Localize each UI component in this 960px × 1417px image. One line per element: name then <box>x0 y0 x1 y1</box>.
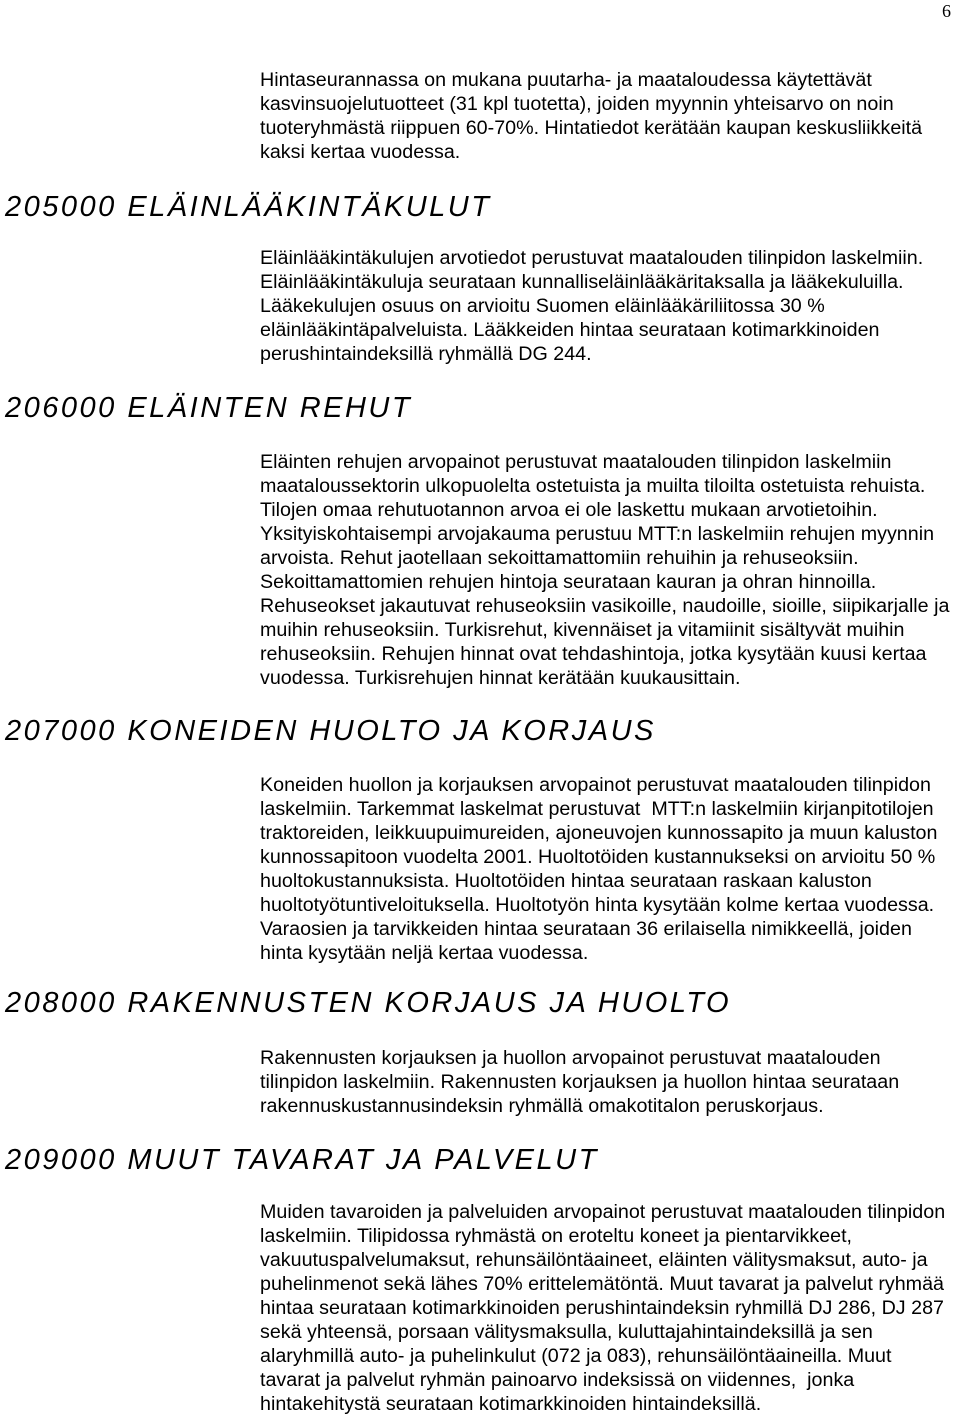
section-body <box>260 246 923 366</box>
paragraph-line: perushintaindeksillä ryhmällä DG 244. <box>260 343 592 365</box>
paragraph-line: hintaa seurataan kotimarkkinoiden perushintaindeksin ryhmillä DJ 286, DJ 287 <box>260 1297 944 1319</box>
section-body <box>260 1046 899 1118</box>
paragraph-line: Lääkekulujen osuus on arvioitu Suomen eläinlääkäriliitossa 30 % <box>260 295 825 317</box>
section-heading: 205000 ELÄINLÄÄKINTÄKULUT <box>5 191 492 223</box>
paragraph-line: tavarat ja palvelut ryhmän painoarvo indeksissä on viidennes, jonka <box>260 1369 855 1391</box>
paragraph-line: sekä yhteensä, porsaan välitysmaksulla, kuluttajahintaindeksillä ja sen <box>260 1321 873 1343</box>
paragraph-line: rehuseoksiin. Rehujen hinnat ovat tehdashintoja, jotka kysytään kuusi kertaa <box>260 643 927 665</box>
paragraph-line: rakennuskustannusindeksin ryhmällä omakotitalon peruskorjaus. <box>260 1095 824 1117</box>
section-body <box>260 450 949 690</box>
paragraph-line: puhelinmenot sekä lähes 70% erittelemätöntä. Muut tavarat ja palvelut ryhmää <box>260 1273 944 1295</box>
paragraph-line: traktoreiden, leikkuupuimureiden, ajoneuvojen kunnossapito ja muun kaluston <box>260 822 938 844</box>
paragraph-line: Tilojen omaa rehutuotannon arvoa ei ole laskettu mukaan arvotietoihin. <box>260 499 878 521</box>
page-number: 6 <box>942 1 951 21</box>
paragraph-line: Eläinlääkintäkuluja seurataan kunnalliseläinlääkäritaksalla ja lääkekuluilla. <box>260 271 904 293</box>
intro-paragraph <box>260 68 922 164</box>
paragraph-line: Hintaseurannassa on mukana puutarha- ja maataloudessa käytettävät <box>260 69 872 91</box>
paragraph-line: Yksityiskohtaisempi arvojakauma perustuu MTT:n laskelmiin rehujen myynnin <box>260 523 935 545</box>
paragraph-line: huoltotyötuntiveloituksella. Huoltotyön hinta kysytään kolme kertaa vuodessa. <box>260 894 935 916</box>
paragraph-line: Eläinlääkintäkulujen arvotiedot perustuvat maatalouden tilinpidon laskelmiin. <box>260 247 924 269</box>
paragraph-line: vakuutuspalvelumaksut, rehunsäilöntäaineet, eläinten välitysmaksut, auto- ja <box>260 1249 928 1271</box>
paragraph-line: kunnossapitoon vuodelta 2001. Huoltotöiden kustannukseksi on arvioitu 50 % <box>260 846 936 868</box>
paragraph-line: Koneiden huollon ja korjauksen arvopainot perustuvat maatalouden tilinpidon <box>260 774 931 796</box>
paragraph-line: Muiden tavaroiden ja palveluiden arvopainot perustuvat maatalouden tilinpidon <box>260 1201 946 1223</box>
paragraph-line: eläinlääkintäpalveluista. Lääkkeiden hintaa seurataan kotimarkkinoiden <box>260 319 880 341</box>
paragraph-line: vuodessa. Turkisrehujen hinnat kerätään kuukausittain. <box>260 667 741 689</box>
paragraph-line: Rakennusten korjauksen ja huollon arvopainot perustuvat maatalouden <box>260 1047 881 1069</box>
section-heading: 206000 ELÄINTEN REHUT <box>5 392 413 424</box>
section-body <box>260 773 937 965</box>
section-body <box>260 1200 945 1416</box>
paragraph-line: hinta kysytään neljä kertaa vuodessa. <box>260 942 589 964</box>
section-heading: 207000 KONEIDEN HUOLTO JA KORJAUS <box>5 715 656 747</box>
paragraph-line: kasvinsuojelutuotteet (31 kpl tuotetta), joiden myynnin yhteisarvo on noin <box>260 93 894 115</box>
paragraph-line: muihin rehuseoksiin. Turkisrehut, kivennäiset ja vitamiinit sisältyvät muihin <box>260 619 905 641</box>
paragraph-line: Rehuseokset jakautuvat rehuseoksiin vasikoille, naudoille, sioille, siipikarjalle ja <box>260 595 950 617</box>
paragraph-line: tuoteryhmästä riippuen 60-70%. Hintatiedot kerätään kaupan keskusliikkeitä <box>260 117 923 139</box>
paragraph-line: hintakehitystä seurataan kotimarkkinoiden hintaindeksillä. <box>260 1393 762 1415</box>
paragraph-line: Varaosien ja tarvikkeiden hintaa seurataan 36 erilaisella nimikkeellä, joiden <box>260 918 912 940</box>
paragraph-line: huoltokustannuksista. Huoltotöiden hintaa seurataan raskaan kaluston <box>260 870 872 892</box>
paragraph-line: Eläinten rehujen arvopainot perustuvat maatalouden tilinpidon laskelmiin <box>260 451 892 473</box>
paragraph-line: arvoista. Rehut jaotellaan sekoittamattomiin rehuihin ja rehuseoksiin. <box>260 547 859 569</box>
section-heading: 209000 MUUT TAVARAT JA PALVELUT <box>5 1144 599 1176</box>
paragraph-line: Sekoittamattomien rehujen hintoja seurataan kauran ja ohran hinnoilla. <box>260 571 877 593</box>
paragraph-line: tilinpidon laskelmiin. Rakennusten korjauksen ja huollon hintaa seurataan <box>260 1071 900 1093</box>
section-heading: 208000 RAKENNUSTEN KORJAUS JA HUOLTO <box>5 987 732 1019</box>
paragraph-line: kaksi kertaa vuodessa. <box>260 141 461 163</box>
paragraph-line: maataloussektorin ulkopuolelta ostetuista ja muilta tiloilta ostetuista rehuista. <box>260 475 926 497</box>
paragraph-line: laskelmiin. Tarkemmat laskelmat perustuvat MTT:n laskelmiin kirjanpitotilojen <box>260 798 934 820</box>
paragraph-line: laskelmiin. Tilipidossa ryhmästä on eroteltu koneet ja pientarvikkeet, <box>260 1225 853 1247</box>
paragraph-line: alaryhmillä auto- ja puhelinkulut (072 ja 083), rehunsäilöntäaineilla. Muut <box>260 1345 892 1367</box>
